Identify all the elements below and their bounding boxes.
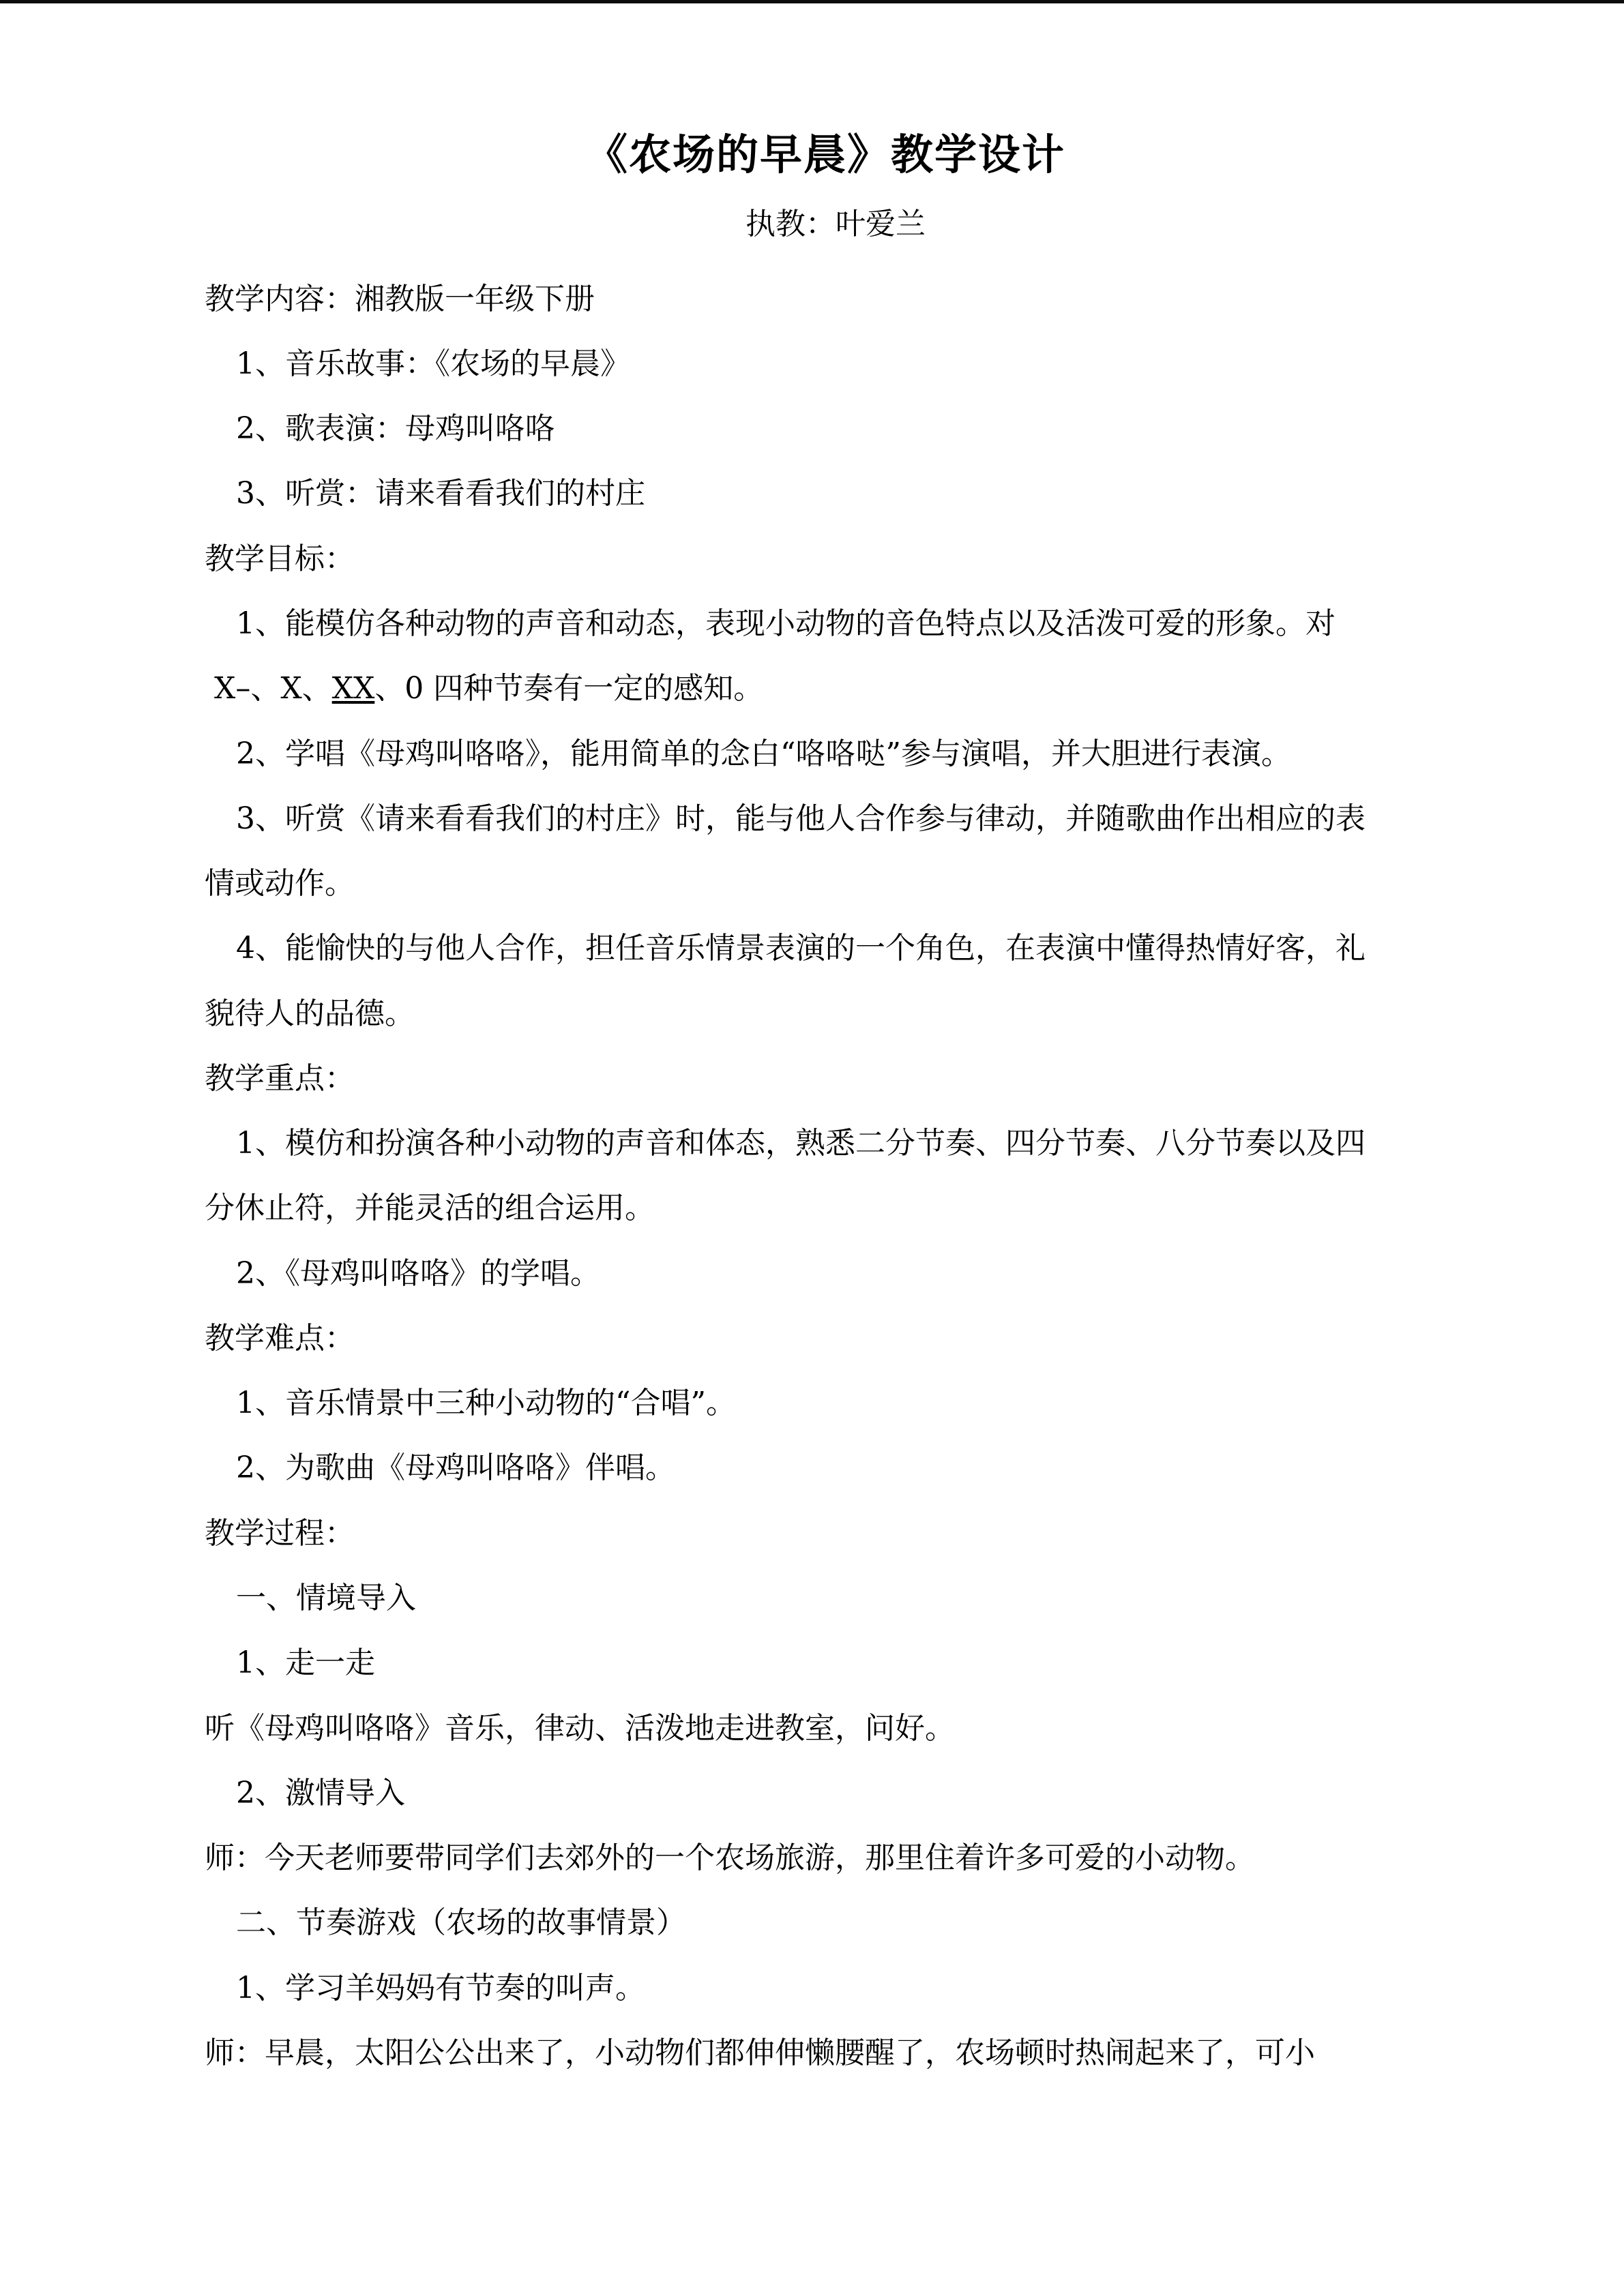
document-body [205, 275, 1446, 2077]
paragraph-goal_item_4b: 貌待人的品德。 [205, 996, 415, 1031]
paragraph-teaching_content_heading: 教学内容：湘教版一年级下册 [205, 281, 595, 316]
page-top-rule [0, 0, 1624, 3]
paragraph-difficult_item_1: 1、音乐情景中三种小动物的“合唱”。 [236, 1386, 736, 1421]
paragraph-key_item_1b: 分休止符，并能灵活的组合运用。 [205, 1191, 655, 1226]
paragraph-section_two_item_1: 1、学习羊妈妈有节奏的叫声。 [236, 1970, 645, 2006]
paragraph-goal_item_3a: 3、听赏《请来看看我们的村庄》时，能与他人合作参与律动，并随歌曲作出相应的表 [236, 801, 1365, 836]
paragraph-difficult_item_2: 2、为歌曲《母鸡叫咯咯》伴唱。 [236, 1450, 675, 1486]
byline-instructor: 执教：叶爱兰 [745, 206, 926, 241]
paragraph-section_two_item_1_body: 师：早晨，太阳公公出来了，小动物们都伸伸懒腰醒了，农场顿时热闹起来了，可小 [205, 2035, 1315, 2070]
document-content-area [205, 116, 1446, 2093]
paragraph-content_item_3: 3、听赏：请来看看我们的村庄 [236, 476, 645, 511]
paragraph-key_item_2: 2、《母鸡叫咯咯》的学唱。 [236, 1255, 600, 1291]
paragraph-section_one: 一、情境导入 [236, 1581, 416, 1615]
paragraph-teaching_goals_heading: 教学目标： [205, 541, 355, 576]
paragraph-key_item_1a: 1、模仿和扮演各种小动物的声音和体态，熟悉二分节奏、四分节奏、八分节奏以及四 [236, 1126, 1365, 1161]
page-title: 《农场的早晨》教学设计 [585, 130, 1065, 179]
paragraph-section_one_item_2_body: 师：今天老师要带同学们去郊外的一个农场旅游，那里住着许多可爱的小动物。 [205, 1840, 1255, 1876]
paragraph-goal_item_3b: 情或动作。 [205, 866, 355, 901]
paragraph-goal_item_1a: 1、能模仿各种动物的声音和动态，表现小动物的音色特点以及活泼可爱的形象。对 [236, 606, 1335, 642]
paragraph-section_two: 二、节奏游戏（农场的故事情景） [236, 1905, 686, 1941]
paragraph-key_points_heading: 教学重点： [205, 1060, 355, 1096]
paragraph-section_one_item_2: 2、激情导入 [236, 1775, 405, 1810]
paragraph-section_one_item_1: 1、走一走 [236, 1645, 375, 1681]
paragraph-difficult_points_heading: 教学难点： [205, 1320, 355, 1356]
paragraph-content_item_2: 2、歌表演：母鸡叫咯咯 [236, 411, 555, 447]
paragraph-goal_item_2: 2、学唱《母鸡叫咯咯》，能用简单的念白“咯咯哒”参与演唱，并大胆进行表演。 [236, 736, 1291, 771]
rhythm-notation-underlined: XX [331, 671, 375, 706]
paragraph-goal_item_4a: 4、能愉快的与他人合作，担任音乐情景表演的一个角色，在表演中懂得热情好客，礼 [236, 931, 1365, 966]
paragraph-process_heading: 教学过程： [205, 1515, 355, 1551]
paragraph-content_item_1: 1、音乐故事：《农场的早晨》 [236, 346, 630, 381]
paragraph-section_one_item_1_body: 听《母鸡叫咯咯》音乐，律动、活泼地走进教室，问好。 [205, 1710, 955, 1746]
paragraph-goal_item_1b: X–、X、XX、0 四种节奏有一定的感知。 [205, 671, 764, 706]
